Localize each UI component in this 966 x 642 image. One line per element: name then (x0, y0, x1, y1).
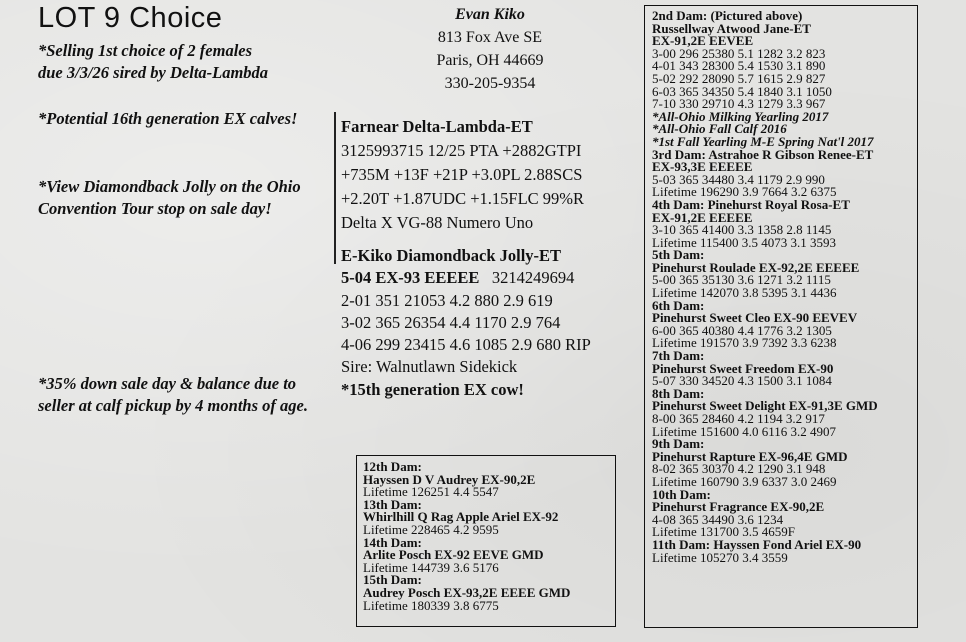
pedigree-line: 9th Dam: (652, 436, 705, 452)
pedigree-line: Pinehurst Sweet Freedom EX-90 (652, 360, 834, 376)
pedigree-line: Pinehurst Fragrance EX-90,2E (652, 499, 825, 515)
pedigree-line: Lifetime 131700 3.5 4659F (652, 524, 795, 540)
pedigree-line: EX-91,2E EEEEE (652, 209, 753, 225)
pedigree-line: 5th Dam: (652, 247, 705, 263)
pedigree-line: 3-00 296 25380 5.1 1282 3.2 823 (652, 45, 826, 61)
pedigree-line: 12th Dam: (363, 459, 422, 474)
sire-name: Farnear Delta-Lambda-ET (341, 117, 533, 136)
dam-sire-line: Sire: Walnutlawn Sidekick (341, 357, 518, 377)
sire-line-3: +2.20T +1.87UDC +1.15FLC 99%R (341, 189, 585, 208)
pedigree-line: 8-02 365 30370 4.2 1290 3.1 948 (652, 461, 826, 477)
view-note (38, 176, 301, 220)
pedigree-line: Lifetime 144739 3.6 5176 (363, 559, 499, 575)
pedigree-line: Pinehurst Sweet Cleo EX-90 EEVEV (652, 310, 858, 326)
pedigree-line: 3-10 365 41400 3.3 1358 2.8 1145 (652, 222, 832, 238)
pedigree-line: EX-91,2E EEVEE (652, 33, 754, 49)
dam-classification: 5-04 EX-93 EEEEE (341, 268, 480, 288)
consignor-phone: 330-205-9354 (444, 75, 536, 92)
pedigree-line: 10th Dam: (652, 486, 711, 502)
pedigree-line: 7th Dam: (652, 348, 705, 364)
consignor-contact (410, 3, 570, 95)
pedigree-line: Lifetime 151600 4.0 6116 3.2 4907 (652, 423, 837, 439)
pedigree-line: 5-03 365 34480 3.4 1179 2.9 990 (652, 171, 825, 187)
pedigree-line: Lifetime 160790 3.9 6337 3.0 2469 (652, 473, 837, 489)
consignor-city: Paris, OH 44669 (436, 52, 544, 69)
pedigree-line: 5-02 292 28090 5.7 1615 2.9 827 (652, 70, 826, 86)
pedigree-line: Arlite Posch EX-92 EEVE GMD (363, 547, 544, 563)
pedigree-line: Lifetime 126251 4.4 5547 (363, 484, 499, 500)
deep-pedigree-box (356, 455, 616, 627)
pedigree-line: Lifetime 105270 3.4 3559 (652, 549, 788, 565)
pedigree-line: Lifetime 180339 3.8 6775 (363, 597, 499, 613)
selling-note-line-1: *Selling 1st choice of 2 females (38, 41, 253, 60)
sire-line-2: +735M +13F +21P +3.0PL 2.88SCS (341, 165, 583, 184)
pedigree-bracket-line (334, 112, 336, 264)
pedigree-line: 6th Dam: (652, 297, 705, 313)
pedigree-line: 5-00 365 35130 3.6 1271 3.2 1115 (652, 272, 831, 288)
pedigree-line: Pinehurst Sweet Delight EX-91,3E GMD (652, 398, 878, 414)
pedigree-line: *1st Fall Yearling M-E Spring Nat'l 2017 (652, 133, 874, 149)
dam-registration: 3214249694 (479, 268, 575, 288)
pedigree-line: 11th Dam: Hayssen Fond Ariel EX-90 (652, 536, 862, 552)
pedigree-line: Russellway Atwood Jane-ET (652, 20, 811, 36)
dam-record-3: 4-06 299 23415 4.6 1085 2.9 680 RIP (341, 335, 591, 355)
pedigree-line: 6-00 365 40380 4.4 1776 3.2 1305 (652, 322, 832, 338)
pedigree-line: Lifetime 196290 3.9 7664 3.2 6375 (652, 184, 837, 200)
pedigree-line: 3rd Dam: Astrahoe R Gibson Renee-ET (652, 146, 874, 162)
pedigree-line: Whirlhill Q Rag Apple Ariel EX-92 (363, 509, 559, 525)
consignor-street: 813 Fox Ave SE (437, 29, 543, 46)
pedigree-line: Lifetime 228465 4.2 9595 (363, 521, 499, 537)
pedigree-line: 14th Dam: (363, 534, 422, 550)
pedigree-line: 8th Dam: (652, 385, 705, 401)
pedigree-line: 15th Dam: (363, 572, 422, 588)
selling-note-line-2: due 3/3/26 sired by Delta-Lambda (38, 63, 269, 82)
pedigree-line: Lifetime 142070 3.8 5395 3.1 4436 (652, 285, 837, 301)
pedigree-line: Hayssen D V Audrey EX-90,2E (363, 471, 536, 487)
pedigree-line: Lifetime 115400 3.5 4073 3.1 3593 (652, 234, 837, 250)
pedigree-line: 2nd Dam: (Pictured above) (652, 8, 803, 23)
pedigree-line: *All-Ohio Milking Yearling 2017 (652, 108, 829, 124)
sire-line-4: Delta X VG-88 Numero Uno (341, 213, 534, 232)
sire-line-1: 3125993715 12/25 PTA +2882GTPI (341, 141, 582, 160)
potential-note: *Potential 16th generation EX calves! (38, 109, 298, 128)
lot-title: LOT 9 Choice (38, 2, 223, 34)
pedigree-line: 5-07 330 34520 4.3 1500 3.1 1084 (652, 373, 832, 389)
payment-note-line-1: *35% down sale day & balance due to (38, 374, 297, 393)
pedigree-line: 7-10 330 29710 4.3 1279 3.3 967 (652, 96, 826, 112)
selling-note (38, 40, 268, 84)
dam-record-2: 3-02 365 26354 4.4 1170 2.9 764 (341, 312, 561, 332)
pedigree-line: Lifetime 191570 3.9 7392 3.3 6238 (652, 335, 837, 351)
dam-ex-cow-note: *15th generation EX cow! (341, 379, 524, 399)
dam-record-1: 2-01 351 21053 4.2 880 2.9 619 (341, 290, 553, 310)
pedigree-line: 13th Dam: (363, 496, 422, 512)
sire-block (341, 115, 584, 235)
pedigree-line: Pinehurst Roulade EX-92,2E EEEEE (652, 259, 860, 275)
dam-name: E-Kiko Diamondback Jolly-ET (341, 246, 562, 265)
view-note-line-1: *View Diamondback Jolly on the Ohio (38, 177, 301, 196)
payment-note (38, 373, 308, 417)
dam-classification-line (341, 267, 591, 289)
view-note-line-2: Convention Tour stop on sale day! (38, 199, 272, 218)
pedigree-line: EX-93,3E EEEEE (652, 159, 753, 175)
pedigree-line: 4-08 365 34490 3.6 1234 (652, 511, 784, 527)
pedigree-line: 6-03 365 34350 5.4 1840 3.1 1050 (652, 83, 832, 99)
dam-block (341, 245, 591, 401)
pedigree-line: 4-01 343 28300 5.4 1530 3.1 890 (652, 58, 826, 74)
payment-note-line-2: seller at calf pickup by 4 months of age. (38, 396, 308, 415)
pedigree-line: Pinehurst Rapture EX-96,4E GMD (652, 448, 848, 464)
consignor-name: Evan Kiko (455, 6, 525, 23)
pedigree-line: Audrey Posch EX-93,2E EEEE GMD (363, 584, 571, 600)
pedigree-line: 4th Dam: Pinehurst Royal Rosa-ET (652, 196, 850, 212)
pedigree-line: *All-Ohio Fall Calf 2016 (652, 121, 787, 137)
extended-pedigree-box (644, 5, 918, 628)
pedigree-line: 8-00 365 28460 4.2 1194 3.2 917 (652, 411, 825, 426)
